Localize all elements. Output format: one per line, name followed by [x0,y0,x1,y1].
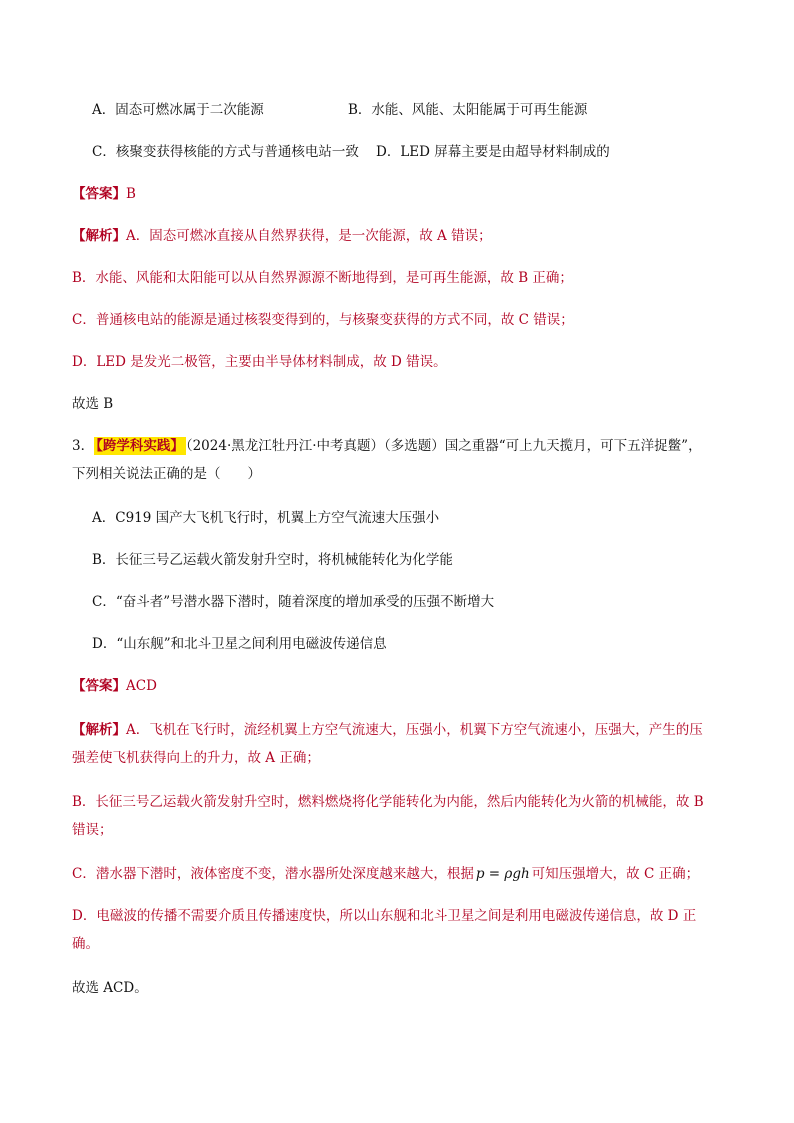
q3-analysis-d-line1: D．电磁波的传播不需要介质且传播速度快，所以山东舰和北斗卫星之间是利用电磁波传递信息，故 D 正 [72,908,697,924]
q2-option-c: C．核聚变获得核能的方式与普通核电站一致 [92,144,359,160]
q2-analysis-a [72,226,492,246]
q3-number: 3． [72,438,95,454]
q2-analysis-label: 【解析】 [72,228,126,244]
q3-answer-label: 【答案】 [72,678,126,694]
q2-conclusion: 故选 B [72,396,114,412]
q3-stem-line2: 下列相关说法正确的是（ ） [72,466,261,482]
q3-analysis-label: 【解析】 [72,722,126,738]
q3-option-c: C．“奋斗者”号潜水器下潜时，随着深度的增加承受的压强不断增大 [92,594,495,610]
q2-analysis-a-text: A．固态可燃冰直接从自然界获得，是一次能源，故 A 错误； [126,228,492,244]
q2-analysis-b: B．水能、风能和太阳能可以从自然界源源不断地得到，是可再生能源，故 B 正确； [72,270,573,286]
q3-analysis-d-line2: 确。 [72,936,99,952]
q3-stem-line1 [72,436,702,456]
q3-option-d: D．“山东舰”和北斗卫星之间利用电磁波传递信息 [92,636,387,652]
q3-option-b: B．长征三号乙运载火箭发射升空时，将机械能转化为化学能 [92,552,453,568]
q3-option-a: A．C919 国产大飞机飞行时，机翼上方空气流速大压强小 [92,510,440,526]
q3-stem-text: （2024·黑龙江牡丹江·中考真题）（多选题）国之重器“可上九天揽月，可下五洋捉鳖”， [185,438,702,454]
q3-pressure-formula: p = ρgh [475,866,530,882]
q2-option-b: B．水能、风能、太阳能属于可再生能源 [348,102,588,118]
q3-tag: 【跨学科实践】 [96,438,184,454]
q3-answer-value: ACD [126,678,157,694]
q3-conclusion: 故选 ACD。 [72,980,148,996]
q3-analysis-c-pre: C．潜水器下潜时，液体密度不变，潜水器所处深度越来越大，根据 [72,866,474,882]
q3-analysis-a-line1 [72,720,703,740]
q3-analysis-a-line2: 强差使飞机获得向上的升力，故 A 正确； [72,750,320,766]
q3-analysis-b-line1: B．长征三号乙运载火箭发射升空时，燃料燃烧将化学能转化为内能，然后内能转化为火箭的机械能，故 B [72,794,704,810]
q2-answer-value: B [126,186,136,202]
q3-analysis-c-post: 可知压强增大，故 C 正确； [531,866,700,882]
q3-analysis-b-line2: 错误； [72,822,113,838]
q2-option-d: D．LED 屏幕主要是由超导材料制成的 [376,144,610,160]
q3-analysis-a-text: A．飞机在飞行时，流经机翼上方空气流速大，压强小，机翼下方空气流速小，压强大，产生的压 [126,722,703,738]
q2-answer-label: 【答案】 [72,186,126,202]
q2-answer [72,184,136,204]
q2-option-a: A．固态可燃冰属于二次能源 [92,102,264,118]
q3-answer [72,676,157,696]
q3-analysis-c [72,864,699,884]
q2-analysis-c: C．普通核电站的能源是通过核裂变得到的，与核聚变获得的方式不同，故 C 错误； [72,312,574,328]
q2-analysis-d: D．LED 是发光二极管，主要由半导体材料制成，故 D 错误。 [72,354,447,370]
